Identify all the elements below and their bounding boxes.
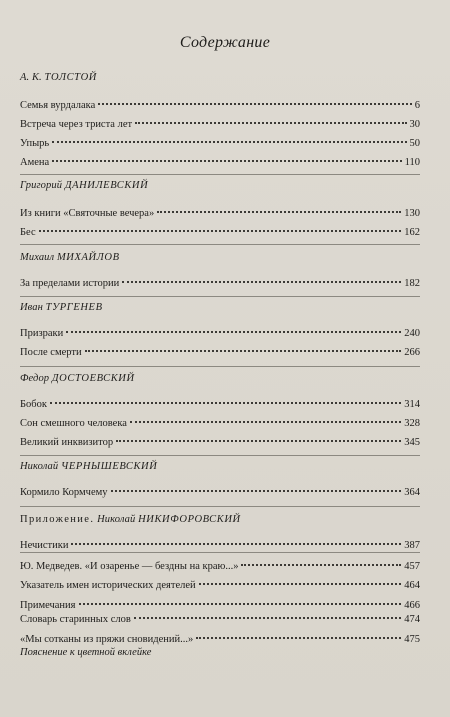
entry-title: После смерти <box>20 347 82 358</box>
entry-title: Из книги «Святочные вечера» <box>20 208 155 219</box>
entry-page: 266 <box>404 347 420 358</box>
toc-entry[interactable] <box>20 204 420 223</box>
leader-dots <box>116 440 401 442</box>
entry-page: 457 <box>404 561 420 572</box>
section-divider <box>20 296 420 297</box>
entry-title: Словарь старинных слов <box>20 614 131 625</box>
toc-entry[interactable] <box>20 613 420 627</box>
section-dostoevsky <box>20 371 420 452</box>
leader-dots <box>66 331 401 333</box>
toc-entry[interactable] <box>20 433 420 452</box>
author-first: Михаил <box>20 252 55 263</box>
entry-title: Семья вурдалака <box>20 100 96 111</box>
entry-page: 50 <box>409 138 420 149</box>
author-last: ДОСТОЕВСКИЙ <box>51 373 135 384</box>
entry-title: Амена <box>20 157 50 168</box>
entry-title: Ю. Медведев. «И озаренье — бездны на краю...» <box>20 561 239 572</box>
leader-dots <box>50 402 401 404</box>
author-first: Николай <box>97 514 136 525</box>
toc-entry[interactable] <box>20 395 420 414</box>
leader-dots <box>157 211 401 213</box>
entry-page: 314 <box>404 399 420 410</box>
leader-dots <box>130 421 401 423</box>
author-first: Федор <box>20 373 50 384</box>
entry-title: Указатель имен исторических деятелей <box>20 580 196 591</box>
entry-title: Бобок <box>20 399 47 410</box>
entry-title: Встреча через триста лет <box>20 119 133 130</box>
entry-page: 110 <box>404 157 420 168</box>
author-last: МИХАЙЛОВ <box>56 252 120 263</box>
entry-page: 240 <box>404 328 420 339</box>
entry-page: 6 <box>414 100 420 111</box>
section-divider <box>20 366 420 367</box>
toc-entry[interactable] <box>20 274 420 293</box>
entry-page: 30 <box>409 119 420 130</box>
leader-dots <box>199 583 402 585</box>
section-danilevsky <box>20 178 420 242</box>
entry-page: 387 <box>404 540 420 551</box>
entry-title: Призраки <box>20 328 64 339</box>
section-divider <box>20 174 420 175</box>
toc-entry[interactable] <box>20 483 420 502</box>
section-divider <box>20 506 420 507</box>
toc-entry[interactable] <box>20 557 420 576</box>
entry-page: 182 <box>404 278 420 289</box>
toc-entry[interactable] <box>20 153 420 172</box>
section-tolstoy <box>20 70 420 172</box>
leader-dots <box>52 141 406 143</box>
leader-dots <box>71 543 401 545</box>
entry-page: 130 <box>404 208 420 219</box>
toc-entry[interactable] <box>20 343 420 362</box>
author-heading <box>20 459 420 475</box>
entry-page: 328 <box>404 418 420 429</box>
section-chernyshevsky <box>20 459 420 502</box>
toc-entry[interactable] <box>20 115 420 134</box>
section-appendix <box>20 512 420 555</box>
author-first: Иван <box>20 302 43 313</box>
entry-page: 364 <box>404 487 420 498</box>
entry-title: Нечистики <box>20 540 69 551</box>
entry-title: Примечания <box>20 600 76 611</box>
author-heading <box>20 178 420 194</box>
entry-title: Кормило Кормчему <box>20 487 108 498</box>
leader-dots <box>135 122 406 124</box>
entry-page: 474 <box>404 614 420 625</box>
author-last: ДАНИЛЕВСКИЙ <box>64 180 149 191</box>
appendix-prefix: Приложение. <box>20 514 95 525</box>
section-turgenev <box>20 300 420 362</box>
author-last: ТОЛСТОЙ <box>44 72 97 83</box>
section-mikhailov <box>20 250 420 293</box>
leader-dots <box>52 160 401 162</box>
toc-entry[interactable] <box>20 96 420 115</box>
entry-page: 466 <box>404 600 420 611</box>
leader-dots <box>39 230 402 232</box>
author-first: Николай <box>20 461 59 472</box>
section-divider <box>20 455 420 456</box>
leader-dots <box>98 103 412 105</box>
entry-title: Бес <box>20 227 36 238</box>
author-first: Григорий <box>20 180 63 191</box>
toc-entry[interactable] <box>20 633 420 647</box>
author-heading <box>20 300 420 316</box>
author-heading <box>20 250 420 266</box>
author-last: ЧЕРНЫШЕВСКИЙ <box>60 461 158 472</box>
toc-entry[interactable] <box>20 223 420 242</box>
leader-dots <box>111 490 402 492</box>
section-divider <box>20 552 420 553</box>
leader-dots <box>196 637 401 639</box>
entry-title: Упырь <box>20 138 50 149</box>
author-heading <box>20 512 420 528</box>
back-matter <box>20 557 420 659</box>
author-last: НИКИФОРОВСКИЙ <box>138 514 241 525</box>
entry-page: 475 <box>404 634 420 645</box>
entry-title: Великий инквизитор <box>20 437 114 448</box>
leader-dots <box>122 281 401 283</box>
entry-title: Сон смешного человека <box>20 418 127 429</box>
author-heading <box>20 371 420 387</box>
entry-page: 345 <box>404 437 420 448</box>
entry-page: 162 <box>404 227 420 238</box>
entry-subtitle: Пояснение к цветной вклейке <box>20 647 152 658</box>
toc-entry[interactable] <box>20 324 420 343</box>
section-divider <box>20 244 420 245</box>
entry-title: «Мы сотканы из пряжи сновидений...» <box>20 634 194 645</box>
page-title: Содержание <box>179 34 271 51</box>
leader-dots <box>85 350 402 352</box>
leader-dots <box>241 564 401 566</box>
toc-entry[interactable] <box>20 599 420 613</box>
author-heading <box>20 70 420 86</box>
leader-dots <box>134 617 401 619</box>
entry-page: 464 <box>404 580 420 591</box>
entry-title: За пределами истории <box>20 278 120 289</box>
toc-entry[interactable] <box>20 576 420 595</box>
author-first: А. К. <box>20 72 42 83</box>
toc-entry[interactable] <box>20 134 420 153</box>
leader-dots <box>79 603 402 605</box>
toc-entry[interactable] <box>20 414 420 433</box>
author-last: ТУРГЕНЕВ <box>45 302 103 313</box>
